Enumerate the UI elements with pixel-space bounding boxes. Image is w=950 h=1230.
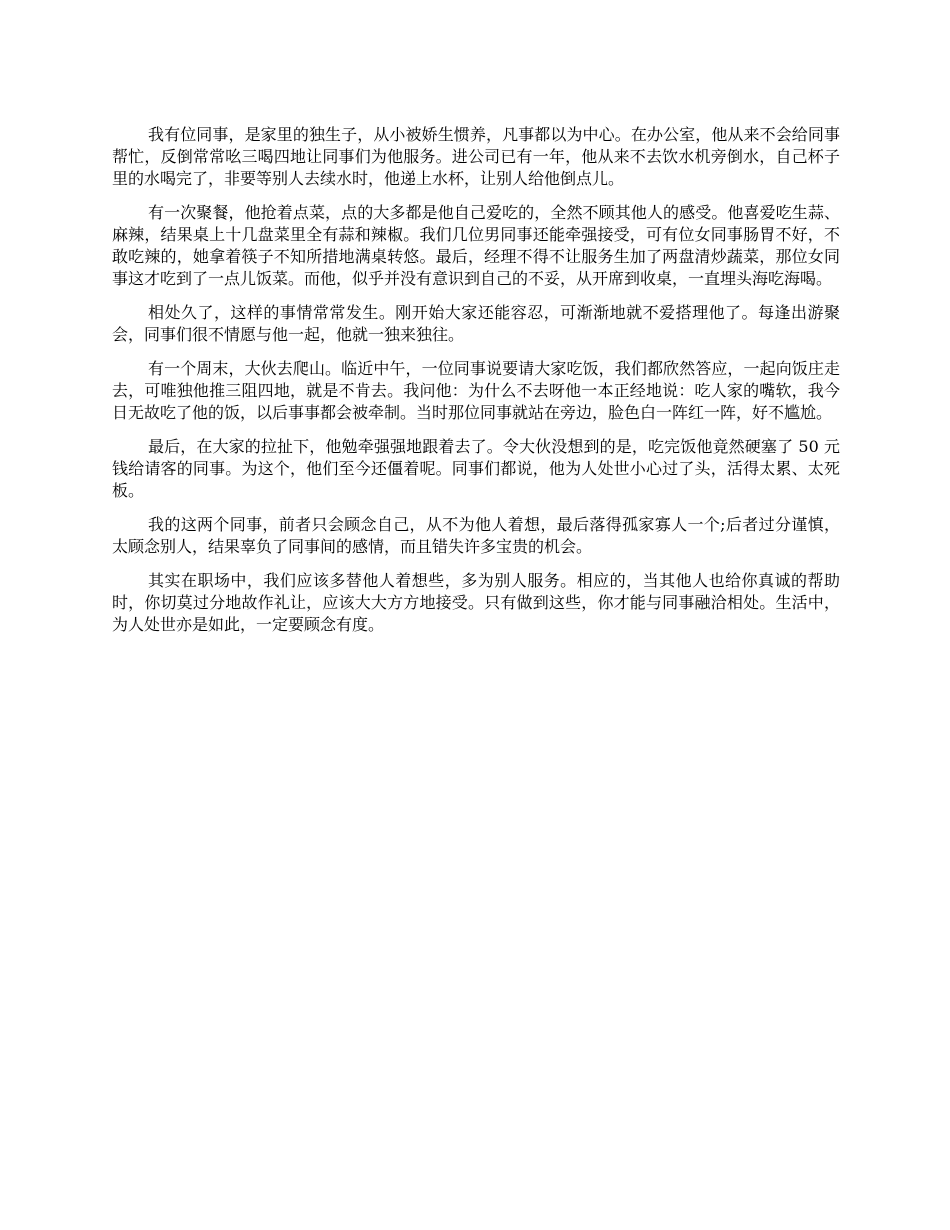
paragraph-7: 其实在职场中，我们应该多替他人着想些，多为别人服务。相应的，当其他人也给你真诚的帮助时，你切莫过分地故作礼让，应该大大方方地接受。只有做到这些，你才能与同事融洽相处。生活中，为人处世亦是如此，一定要顾念有度。 [112, 571, 840, 634]
paragraph-6: 我的这两个同事，前者只会顾念自己，从不为他人着想，最后落得孤家寡人一个;后者过分谨慎，太顾念别人，结果辜负了同事间的感情，而且错失许多宝贵的机会。 [112, 515, 840, 556]
paragraph-3: 相处久了，这样的事情常常发生。刚开始大家还能容忍，可渐渐地就不爱搭理他了。每逢出游聚会，同事们很不情愿与他一起，他就一独来独往。 [112, 303, 840, 344]
paragraph-5: 最后，在大家的拉扯下，他勉牵强强地跟着去了。令大伙没想到的是，吃完饭他竟然硬塞了 50 元钱给请客的同事。为这个，他们至今还僵着呢。同事们都说，他为人处世小心过了头，活得太累、太死板。 [112, 437, 840, 500]
paragraph-1: 我有位同事，是家里的独生子，从小被娇生惯养，凡事都以为中心。在办公室，他从来不会给同事帮忙，反倒常常吆三喝四地让同事们为他服务。进公司已有一年，他从来不去饮水机旁倒水，自己杯子里的水喝完了，非要等别人去续水时，他递上水杯，让别人给他倒点儿。 [112, 125, 840, 188]
paragraph-2: 有一次聚餐，他抢着点菜，点的大多都是他自己爱吃的，全然不顾其他人的感受。他喜爱吃生蒜、麻辣，结果桌上十几盘菜里全有蒜和辣椒。我们几位男同事还能牵强接受，可有位女同事肠胃不好，不敢吃辣的，她拿着筷子不知所措地满桌转悠。最后，经理不得不让服务生加了两盘清炒蔬菜，那位女同事这才吃到了一点儿饭菜。而他，似乎并没有意识到自己的不妥，从开席到收桌，一直埋头海吃海喝。 [112, 203, 840, 288]
document-body [112, 124, 840, 648]
paragraph-4: 有一个周末，大伙去爬山。临近中午，一位同事说要请大家吃饭，我们都欣然答应，一起向饭庄走去，可唯独他推三阻四地，就是不肯去。我问他：为什么不去呀他一本正经地说：吃人家的嘴软，我今日无故吃了他的饭，以后事事都会被牵制。当时那位同事就站在旁边，脸色白一阵红一阵，好不尴尬。 [112, 359, 840, 422]
